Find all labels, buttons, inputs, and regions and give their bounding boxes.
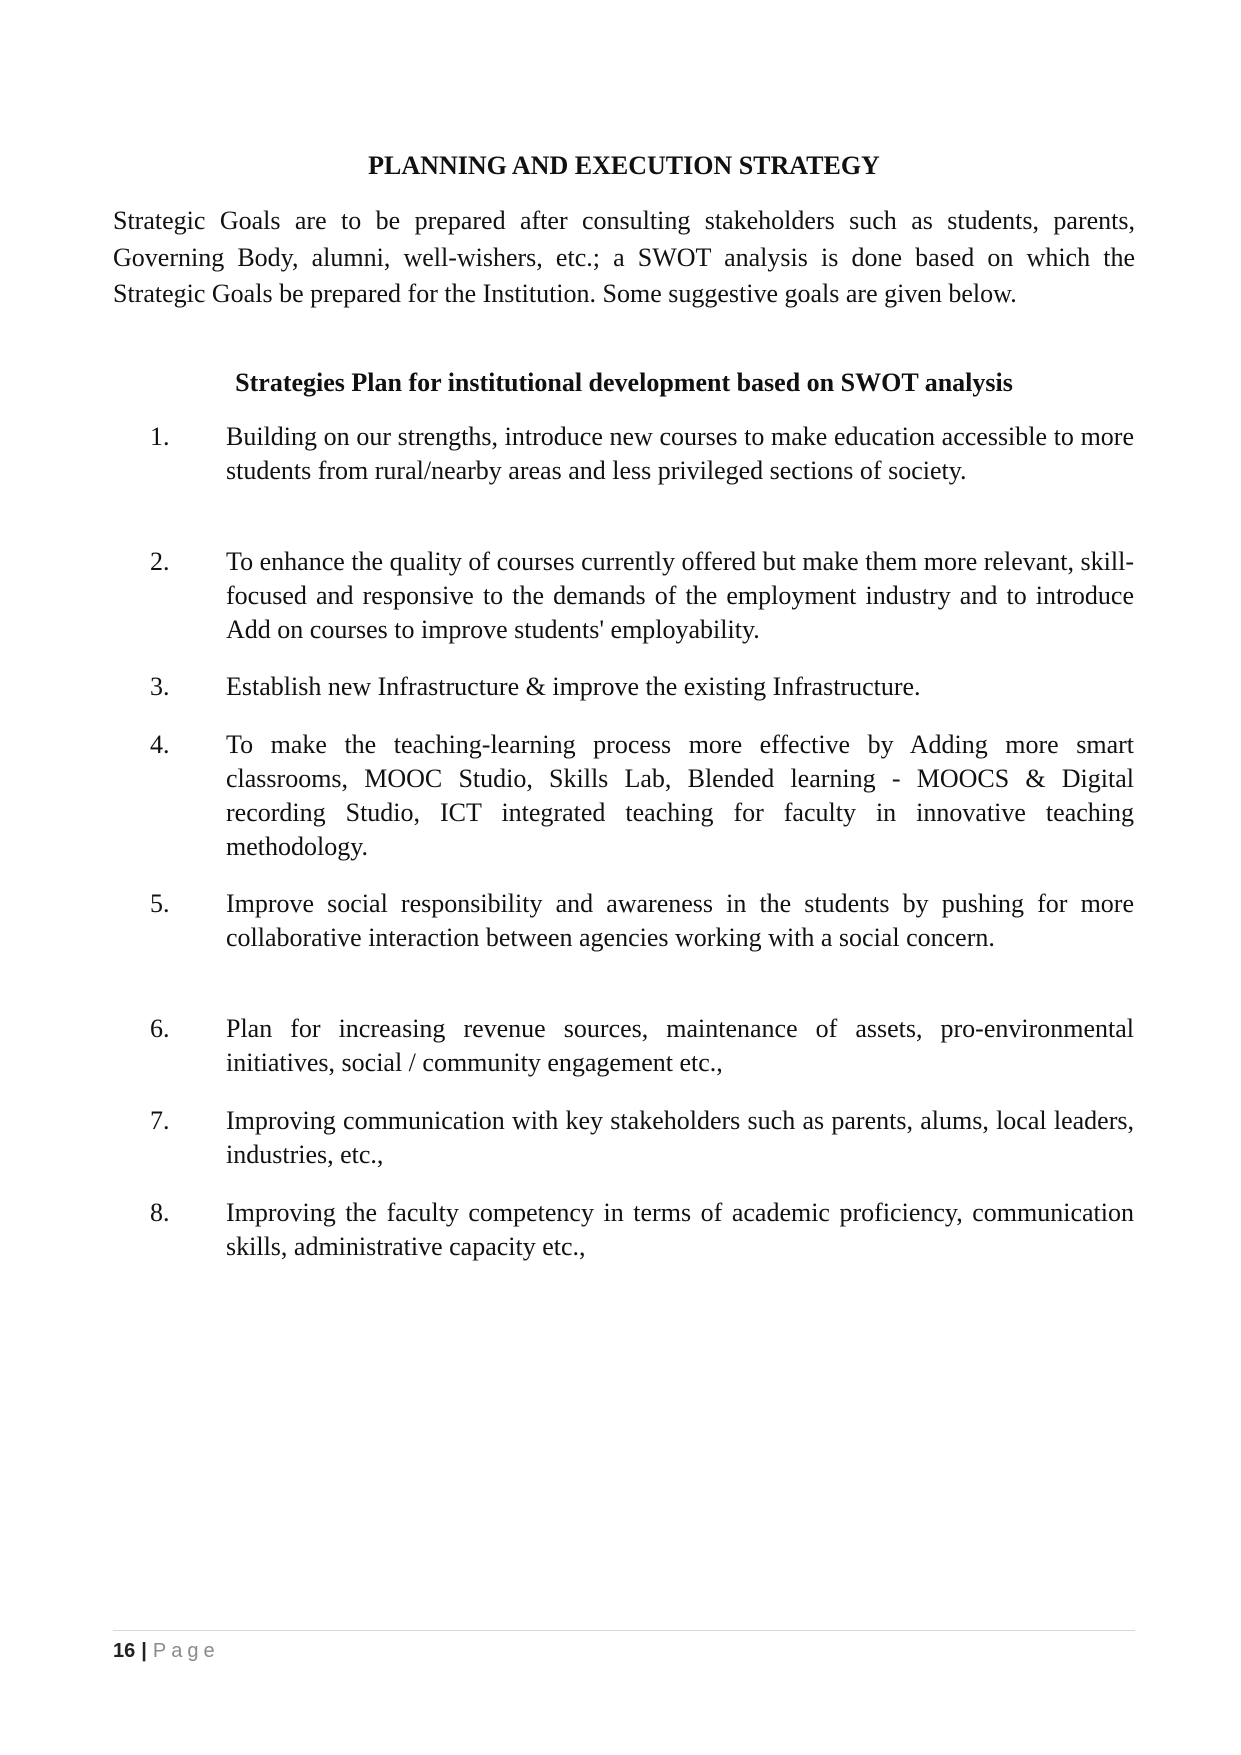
footer-separator: | <box>141 1640 147 1662</box>
page-label: Page <box>152 1640 220 1662</box>
list-item-number: 2. <box>150 547 170 576</box>
footer-divider <box>113 1630 1135 1631</box>
list-item-number: 4. <box>150 730 170 759</box>
page-footer <box>113 1639 220 1663</box>
list-item-number: 3. <box>150 672 170 701</box>
list-item-text: Plan for increasing revenue sources, maintenance of assets, pro-environmental initiatives, social / community engagement etc., <box>226 1014 1134 1077</box>
list-item-text: Establish new Infrastructure & improve the existing Infrastructure. <box>226 672 921 701</box>
page-number: 16 <box>113 1640 136 1662</box>
intro-paragraph: Strategic Goals are to be prepared after consulting stakeholders such as students, parents, Governing Body, alumni, well-wishers, etc.; a SWOT analysis is done based on which the Strategic Goals be prepared for the Institution. Some suggestive goals are given below. <box>113 206 1135 308</box>
list-item-number: 6. <box>150 1014 170 1043</box>
list-item-text: To enhance the quality of courses currently offered but make them more relevant, skill-focused and responsive to the demands of the employment industry and to introduce Add on courses to improve students' employability. <box>226 547 1134 644</box>
list-item-text: Building on our strengths, introduce new courses to make education accessible to more students from rural/nearby areas and less privileged sections of society. <box>226 422 1134 485</box>
list-item-text: Improve social responsibility and awareness in the students by pushing for more collaborative interaction between agencies working with a social concern. <box>226 889 1134 952</box>
list-item-number: 1. <box>150 422 170 451</box>
list-item-number: 5. <box>150 889 170 918</box>
list-item-number: 8. <box>150 1198 170 1227</box>
section-subtitle: Strategies Plan for institutional development based on SWOT analysis <box>235 368 1013 397</box>
page-title: PLANNING AND EXECUTION STRATEGY <box>368 151 880 180</box>
list-item-text: Improving communication with key stakeholders such as parents, alums, local leaders, industries, etc., <box>226 1106 1134 1169</box>
list-item-text: Improving the faculty competency in terms of academic proficiency, communication skills, administrative capacity etc., <box>226 1198 1134 1261</box>
list-item-number: 7. <box>150 1106 170 1135</box>
list-item-text: To make the teaching-learning process more effective by Adding more smart classrooms, MOOC Studio, Skills Lab, Blended learning - MOOCS & Digital recording Studio, ICT integrated teaching for faculty in innovative teaching methodology. <box>226 730 1134 861</box>
